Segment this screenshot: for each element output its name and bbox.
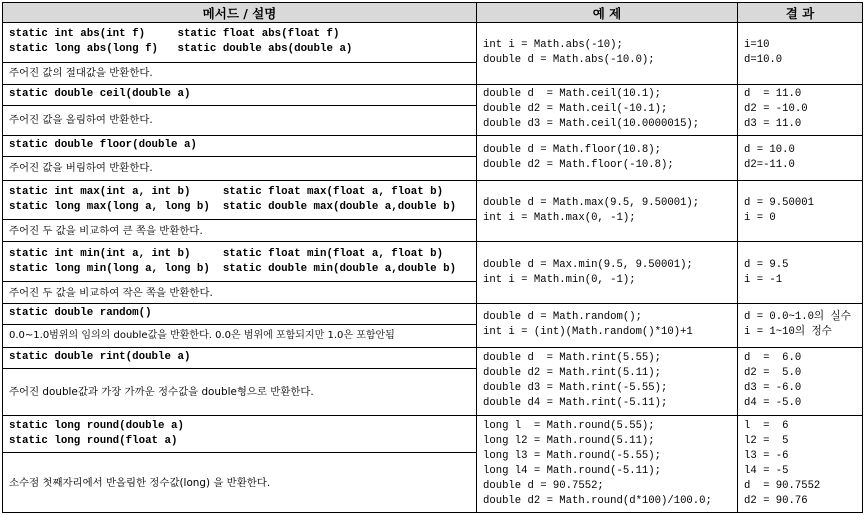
- example-result: [738, 23, 863, 85]
- method-description: 주어진 두 값을 비교하여 작은 쪽을 반환한다.: [3, 282, 477, 304]
- method-description: 0.0~1.0범위의 임의의 double값을 반환한다. 0.0은 범위에 포함되지만 1.0은 포함안됨: [3, 324, 477, 347]
- method-signature: [3, 242, 477, 282]
- result-line: d3 = 11.0: [744, 118, 802, 131]
- example-result: [738, 84, 863, 135]
- signature-line: static int min(int a, int b) static float min(float a, float b): [9, 247, 444, 260]
- result-line: d2 = 5.0: [744, 367, 802, 380]
- method-description: 소수점 첫째자리에서 반올림한 정수값(long) 을 반환한다.: [3, 453, 477, 513]
- result-line: l = 6: [744, 419, 789, 432]
- signature-line: static double ceil(double a): [9, 88, 191, 101]
- method-signature: [3, 347, 477, 368]
- result-line: d = 10.0: [744, 143, 795, 156]
- code-line: double d = Math.max(9.5, 9.50001);: [483, 197, 700, 210]
- example-code: [477, 347, 738, 415]
- result-line: d = 11.0: [744, 88, 802, 101]
- method-description: 주어진 값을 버림하여 반환한다.: [3, 156, 477, 180]
- method-signature: [3, 303, 477, 324]
- code-line: double d2 = Math.floor(-10.8);: [483, 158, 674, 171]
- code-line: double d4 = Math.rint(-5.11);: [483, 397, 668, 410]
- example-result: [738, 347, 863, 415]
- code-line: double d = Math.floor(10.8);: [483, 143, 662, 156]
- method-description: 주어진 두 값을 비교하여 큰 쪽을 반환한다.: [3, 220, 477, 242]
- code-line: double d = Math.rint(5.55);: [483, 352, 662, 365]
- method-signature: [3, 135, 477, 156]
- example-code: [477, 415, 738, 512]
- method-description: 주어진 값을 올림하여 반환한다.: [3, 105, 477, 135]
- table-row: [3, 135, 863, 156]
- table-row: [3, 347, 863, 368]
- result-line: d = 90.7552: [744, 479, 821, 492]
- code-line: double d = 90.7552;: [483, 479, 604, 492]
- code-line: long l3 = Math.round(-5.55);: [483, 449, 662, 462]
- result-line: d4 = -5.0: [744, 397, 802, 410]
- example-code: [477, 303, 738, 347]
- method-signature: [3, 415, 477, 453]
- example-result: [738, 303, 863, 347]
- code-line: double d3 = Math.ceil(10.0000015);: [483, 118, 700, 131]
- method-signature: [3, 180, 477, 220]
- example-code: [477, 84, 738, 135]
- header-method: 메서드 / 설명: [3, 3, 477, 23]
- header-row: [3, 3, 863, 23]
- math-methods-table: [2, 2, 863, 513]
- method-description: 주어진 값의 절대값을 반환한다.: [3, 62, 477, 84]
- code-line: long l2 = Math.round(5.11);: [483, 434, 655, 447]
- method-description: 주어진 double값과 가장 가까운 정수값을 double형으로 반환한다.: [3, 368, 477, 415]
- method-signature: [3, 23, 477, 63]
- code-line: double d = Math.ceil(10.1);: [483, 88, 662, 101]
- result-line: l2 = 5: [744, 434, 789, 447]
- signature-line: static long abs(long f) static double abs(double a): [9, 43, 353, 56]
- code-line: double d2 = Math.round(d*100)/100.0;: [483, 494, 712, 507]
- table-row: [3, 303, 863, 324]
- example-code: [477, 242, 738, 304]
- signature-line: static long round(double a): [9, 420, 184, 433]
- example-result: [738, 415, 863, 512]
- example-result: [738, 180, 863, 242]
- example-result: [738, 135, 863, 180]
- result-line: d = 9.50001: [744, 197, 814, 210]
- code-line: int i = (int)(Math.random()*10)+1: [483, 326, 693, 339]
- result-line: d = 6.0: [744, 352, 802, 365]
- signature-line: static long max(long a, long b) static double max(double a,double b): [9, 201, 457, 214]
- table-row: [3, 180, 863, 220]
- result-line: i = -1: [744, 273, 783, 286]
- table-row: [3, 23, 863, 63]
- result-line: d=10.0: [744, 54, 783, 67]
- header-result: 결 과: [738, 3, 863, 23]
- result-line: l4 = -5: [744, 464, 789, 477]
- code-line: double d2 = Math.rint(5.11);: [483, 367, 662, 380]
- table-row: [3, 242, 863, 282]
- result-line: i = 0: [744, 212, 776, 225]
- example-code: [477, 23, 738, 85]
- code-line: int i = Math.min(0, -1);: [483, 273, 636, 286]
- method-signature: [3, 84, 477, 105]
- result-line: d = 9.5: [744, 258, 789, 271]
- header-example: 예 제: [477, 3, 738, 23]
- code-line: double d = Math.abs(-10.0);: [483, 54, 655, 67]
- code-line: int i = Math.abs(-10);: [483, 39, 623, 52]
- result-line: d2 = 90.76: [744, 494, 808, 507]
- signature-line: static double rint(double a): [9, 351, 191, 364]
- result-line: d2 = -10.0: [744, 103, 808, 116]
- signature-line: static double floor(double a): [9, 139, 197, 152]
- code-line: double d3 = Math.rint(-5.55);: [483, 382, 668, 395]
- result-line: l3 = -6: [744, 449, 789, 462]
- example-result: [738, 242, 863, 304]
- code-line: long l4 = Math.round(-5.11);: [483, 464, 662, 477]
- code-line: int i = Math.max(0, -1);: [483, 212, 636, 225]
- signature-line: static long min(long a, long b) static double min(double a,double b): [9, 262, 457, 275]
- signature-line: static double random(): [9, 307, 152, 320]
- result-line: i=10: [744, 39, 770, 52]
- signature-line: static int abs(int f) static float abs(float f): [9, 28, 340, 41]
- example-code: [477, 135, 738, 180]
- code-line: double d2 = Math.ceil(-10.1);: [483, 103, 668, 116]
- result-line: d3 = -6.0: [744, 382, 802, 395]
- code-line: double d = Max.min(9.5, 9.50001);: [483, 258, 693, 271]
- table-row: [3, 84, 863, 105]
- table-row: [3, 415, 863, 453]
- signature-line: static int max(int a, int b) static float max(float a, float b): [9, 186, 444, 199]
- result-line: d = 0.0~1.0의 실수: [744, 311, 851, 324]
- code-line: long l = Math.round(5.55);: [483, 419, 655, 432]
- code-line: double d = Math.random();: [483, 311, 642, 324]
- example-code: [477, 180, 738, 242]
- result-line: i = 1~10의 정수: [744, 326, 832, 339]
- signature-line: static long round(float a): [9, 435, 178, 448]
- result-line: d2=-11.0: [744, 158, 795, 171]
